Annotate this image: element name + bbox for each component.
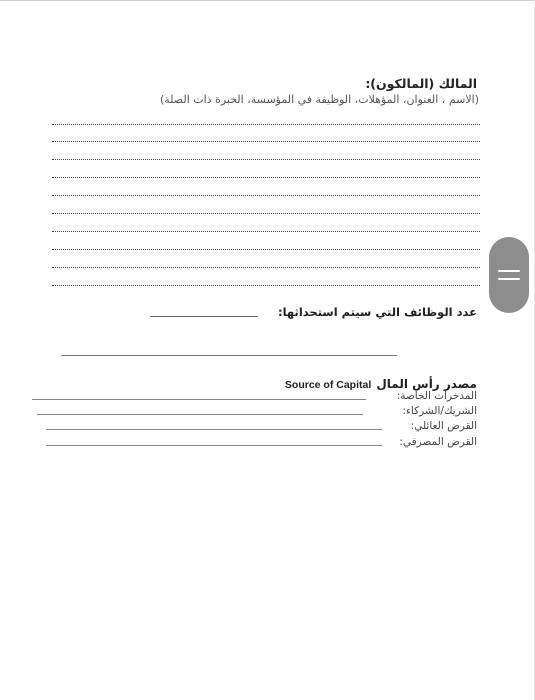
dotted-fill-line-10	[52, 285, 480, 286]
family-loan-fill-line	[46, 429, 382, 430]
capital-row-bank-loan: القرض المصرفي:	[399, 436, 477, 448]
capital-row-family-loan: القرض العائلي:	[410, 420, 477, 432]
savings-fill-line	[32, 399, 366, 400]
owners-title: المالك (المالكون):	[365, 76, 477, 91]
capital-title-en: Source of Capital	[284, 379, 372, 391]
bank-loan-fill-line	[46, 445, 382, 446]
capital-title-ar: مصدر رأس المال	[376, 377, 477, 391]
jobs-created-label: عدد الوظائف التي سيتم استحداثها:	[278, 305, 477, 319]
dotted-fill-line-2	[52, 141, 480, 142]
dotted-fill-line-4	[52, 177, 480, 178]
capital-row-savings: المدخرات الخاصة:	[396, 390, 477, 402]
dotted-fill-line-9	[52, 267, 480, 268]
partners-fill-line	[37, 414, 363, 415]
owners-subtitle: (الاسم ، العنوان، المؤهلات، الوظيفة في المؤسسة، الخبرة ذات الصلة)	[159, 93, 479, 106]
capital-row-partners: الشريك/الشركاء:	[402, 405, 477, 417]
separator-fill-line	[61, 355, 397, 356]
dotted-fill-line-8	[52, 249, 480, 250]
scroll-handle[interactable]	[489, 237, 529, 313]
dotted-fill-line-3	[52, 159, 480, 160]
dotted-fill-line-1	[52, 124, 480, 125]
dotted-fill-line-6	[52, 213, 480, 214]
dotted-fill-line-7	[52, 231, 480, 232]
jobs-created-fill-line	[150, 316, 258, 317]
page-top-border	[0, 0, 535, 1]
dotted-fill-line-5	[52, 195, 480, 196]
